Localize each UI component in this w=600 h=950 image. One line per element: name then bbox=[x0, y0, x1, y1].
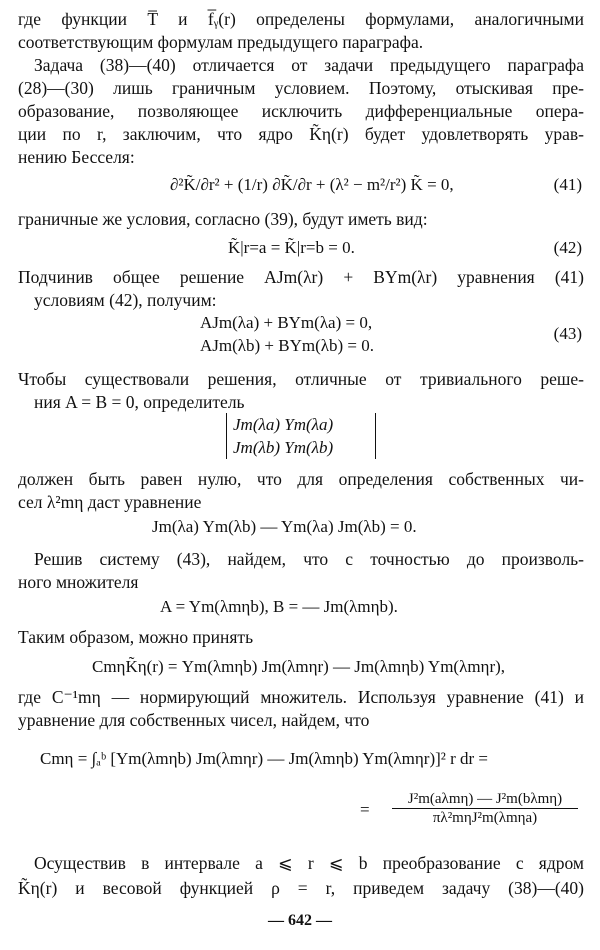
equation-number-42: (42) bbox=[553, 238, 582, 257]
text-line: (28)—(30) лишь граничным условием. Поэтому, отыскивая пре- bbox=[18, 78, 584, 98]
text-line: Подчинив общее решение AJm(λr) + BYm(λr) уравнения (41) bbox=[18, 267, 584, 287]
text-line: ции по r, заключим, что ядро K̃η(r) будет удовлетворять урав- bbox=[18, 124, 584, 144]
text-line: условиям (42), получим: bbox=[34, 290, 217, 310]
equals-sign: = bbox=[360, 800, 370, 819]
text-line: Таким образом, можно принять bbox=[18, 627, 254, 647]
characteristic-equation: Jm(λa) Ym(λb) — Ym(λa) Jm(λb) = 0. bbox=[152, 517, 417, 536]
equation-42: K̃|r=a = K̃|r=b = 0. bbox=[228, 238, 355, 257]
text-line: нению Бесселя: bbox=[18, 147, 135, 167]
equation-43-line-1: AJm(λa) + BYm(λa) = 0, bbox=[200, 313, 373, 332]
norm-fraction-denominator: πλ²mηJ²m(λmηa) bbox=[432, 810, 538, 826]
text-line: ного множителя bbox=[18, 572, 139, 592]
kernel-equation: CmηK̃η(r) = Ym(λmηb) Jm(λmηr) — Jm(λmηb) Ym(λmηr), bbox=[92, 657, 506, 676]
coefficients-equation: A = Ym(λmηb), B = — Jm(λmηb). bbox=[160, 597, 398, 616]
text-line: граничные же условия, согласно (39), будут иметь вид: bbox=[18, 209, 428, 229]
text-line: Осуществив в интервале a ⩽ r ⩽ b преобразование с ядром bbox=[34, 853, 584, 873]
text-line: где C⁻¹mη — нормирующий множитель. Используя уравнение (41) и bbox=[18, 687, 584, 707]
norm-fraction bbox=[392, 790, 578, 827]
text-line: уравнение для собственных чисел, найдем, что bbox=[18, 710, 370, 730]
text-line: K̃η(r) и весовой функцией ρ = r, приведем задачу (38)—(40) bbox=[18, 878, 584, 898]
text-line: где функции T̅ и f̅ᵧ(r) определены формулами, аналогичными bbox=[18, 9, 584, 29]
text-line: Чтобы существовали решения, отличные от тривиального реше- bbox=[18, 369, 584, 389]
determinant-row: Jm(λb) Ym(λb) bbox=[233, 438, 334, 457]
page-number: — 642 — bbox=[268, 912, 332, 929]
determinant-row: Jm(λa) Ym(λa) bbox=[233, 415, 334, 434]
norm-integral-equation: Cmη = ∫ₐᵇ [Ym(λmηb) Jm(λmηr) — Jm(λmηb) Ym(λmηr)]² r dr = bbox=[40, 749, 489, 768]
text-line: Задача (38)—(40) отличается от задачи предыдущего параграфа bbox=[34, 55, 584, 75]
equation-number-43: (43) bbox=[553, 324, 582, 343]
text-line: соответствующим формулам предыдущего параграфа. bbox=[18, 32, 424, 52]
equation-43-line-2: AJm(λb) + BYm(λb) = 0. bbox=[200, 336, 375, 355]
text-line: образование, позволяющее исключить дифференциальные опера- bbox=[18, 101, 584, 121]
text-line: Решив систему (43), найдем, что с точностью до произволь- bbox=[34, 549, 584, 569]
equation-number-41: (41) bbox=[553, 175, 582, 194]
text-line: ния A = B = 0, определитель bbox=[34, 392, 245, 412]
equation-41: ∂²K̃/∂r² + (1/r) ∂K̃/∂r + (λ² − m²/r²) K̃ = 0, bbox=[170, 175, 454, 194]
text-line: сел λ²mη даст уравнение bbox=[18, 492, 202, 512]
determinant bbox=[226, 413, 376, 459]
text-line: должен быть равен нулю, что для определения собственных чи- bbox=[18, 469, 584, 489]
norm-fraction-numerator: J²m(aλmη) — J²m(bλmη) bbox=[392, 790, 578, 809]
